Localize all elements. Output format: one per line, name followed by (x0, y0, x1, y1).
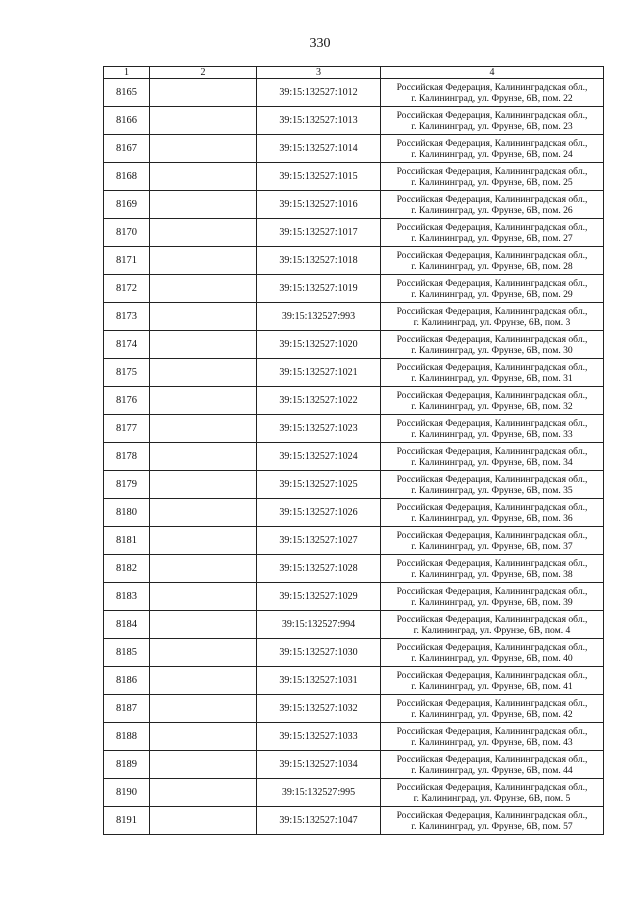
address-cell (381, 219, 604, 247)
cadastral-number: 39:15:132527:1014 (257, 135, 381, 163)
address-cell (381, 779, 604, 807)
row-number: 8165 (104, 79, 150, 107)
address-line-1: Российская Федерация, Калининградская обл., (396, 361, 588, 373)
address-cell (381, 359, 604, 387)
address-line-1: Российская Федерация, Калининградская обл., (396, 585, 588, 597)
address-line-2: г. Калининград, ул. Фрунзе, 6В, пом. 36 (411, 512, 573, 524)
column-header-4: 4 (381, 67, 604, 79)
address-line-2: г. Калининград, ул. Фрунзе, 6В, пом. 44 (411, 764, 573, 776)
address-cell (381, 751, 604, 779)
cadastral-number: 39:15:132527:994 (257, 611, 381, 639)
column-2-cell (150, 695, 257, 723)
column-2-cell (150, 751, 257, 779)
column-2-cell (150, 471, 257, 499)
row-number: 8191 (104, 807, 150, 835)
cadastral-number: 39:15:132527:993 (257, 303, 381, 331)
address-line-1: Российская Федерация, Калининградская обл., (396, 389, 588, 401)
address-cell (381, 79, 604, 107)
column-2-cell (150, 275, 257, 303)
address-line-1: Российская Федерация, Калининградская обл., (396, 221, 588, 233)
cadastral-number: 39:15:132527:1017 (257, 219, 381, 247)
address-cell (381, 471, 604, 499)
row-number: 8178 (104, 443, 150, 471)
cadastral-number: 39:15:132527:1029 (257, 583, 381, 611)
address-line-2: г. Калининград, ул. Фрунзе, 6В, пом. 57 (411, 820, 573, 832)
column-2-cell (150, 247, 257, 275)
cadastral-number: 39:15:132527:1021 (257, 359, 381, 387)
cadastral-number: 39:15:132527:1032 (257, 695, 381, 723)
address-line-1: Российская Федерация, Калининградская обл., (396, 417, 588, 429)
address-cell (381, 807, 604, 835)
table-row (104, 527, 604, 555)
address-cell (381, 583, 604, 611)
address-line-2: г. Калининград, ул. Фрунзе, 6В, пом. 25 (411, 176, 573, 188)
cadastral-number: 39:15:132527:995 (257, 779, 381, 807)
column-2-cell (150, 107, 257, 135)
column-2-cell (150, 79, 257, 107)
row-number: 8189 (104, 751, 150, 779)
column-2-cell (150, 527, 257, 555)
address-line-2: г. Калининград, ул. Фрунзе, 6В, пом. 28 (411, 260, 573, 272)
table-row (104, 443, 604, 471)
table-row (104, 415, 604, 443)
address-line-2: г. Калининград, ул. Фрунзе, 6В, пом. 30 (411, 344, 573, 356)
column-2-cell (150, 807, 257, 835)
row-number: 8185 (104, 639, 150, 667)
address-cell (381, 639, 604, 667)
address-cell (381, 415, 604, 443)
cadastral-number: 39:15:132527:1015 (257, 163, 381, 191)
table-row (104, 79, 604, 107)
address-line-2: г. Калининград, ул. Фрунзе, 6В, пом. 33 (411, 428, 573, 440)
address-line-1: Российская Федерация, Калининградская обл., (396, 473, 588, 485)
table-row (104, 275, 604, 303)
address-line-2: г. Калининград, ул. Фрунзе, 6В, пом. 39 (411, 596, 573, 608)
table-row (104, 807, 604, 835)
address-line-1: Российская Федерация, Калининградская обл., (396, 501, 588, 513)
address-line-2: г. Калининград, ул. Фрунзе, 6В, пом. 29 (411, 288, 573, 300)
column-2-cell (150, 583, 257, 611)
address-line-1: Российская Федерация, Калининградская обл., (396, 613, 588, 625)
row-number: 8183 (104, 583, 150, 611)
table-body (104, 79, 604, 835)
row-number: 8179 (104, 471, 150, 499)
address-line-1: Российская Федерация, Калининградская обл., (396, 193, 588, 205)
address-line-2: г. Калининград, ул. Фрунзе, 6В, пом. 32 (411, 400, 573, 412)
address-line-1: Российская Федерация, Калининградская обл., (396, 781, 588, 793)
cadastral-number: 39:15:132527:1028 (257, 555, 381, 583)
column-2-cell (150, 443, 257, 471)
table-row (104, 639, 604, 667)
address-cell (381, 247, 604, 275)
address-line-2: г. Калининград, ул. Фрунзе, 6В, пом. 40 (411, 652, 573, 664)
address-line-2: г. Калининград, ул. Фрунзе, 6В, пом. 31 (411, 372, 573, 384)
address-line-2: г. Калининград, ул. Фрунзе, 6В, пом. 23 (411, 120, 573, 132)
row-number: 8190 (104, 779, 150, 807)
table-header (104, 67, 604, 79)
address-line-1: Российская Федерация, Калининградская обл., (396, 165, 588, 177)
column-2-cell (150, 555, 257, 583)
row-number: 8169 (104, 191, 150, 219)
table-row (104, 303, 604, 331)
address-line-1: Российская Федерация, Калининградская обл., (396, 333, 588, 345)
address-line-1: Российская Федерация, Калининградская обл., (396, 445, 588, 457)
table-row (104, 583, 604, 611)
table-row (104, 107, 604, 135)
table-row (104, 667, 604, 695)
table-row (104, 499, 604, 527)
address-line-2: г. Калининград, ул. Фрунзе, 6В, пом. 34 (411, 456, 573, 468)
cadastral-number: 39:15:132527:1047 (257, 807, 381, 835)
address-cell (381, 275, 604, 303)
row-number: 8176 (104, 387, 150, 415)
table-row (104, 219, 604, 247)
table-row (104, 331, 604, 359)
column-2-cell (150, 135, 257, 163)
row-number: 8166 (104, 107, 150, 135)
address-line-2: г. Калининград, ул. Фрунзе, 6В, пом. 3 (413, 316, 571, 328)
address-cell (381, 499, 604, 527)
cadastral-number: 39:15:132527:1034 (257, 751, 381, 779)
table-row (104, 247, 604, 275)
row-number: 8188 (104, 723, 150, 751)
column-2-cell (150, 415, 257, 443)
address-cell (381, 303, 604, 331)
table-row (104, 555, 604, 583)
row-number: 8167 (104, 135, 150, 163)
column-2-cell (150, 639, 257, 667)
address-cell (381, 331, 604, 359)
address-line-2: г. Калининград, ул. Фрунзе, 6В, пом. 41 (411, 680, 573, 692)
table-row (104, 163, 604, 191)
row-number: 8174 (104, 331, 150, 359)
row-number: 8184 (104, 611, 150, 639)
column-2-cell (150, 499, 257, 527)
table-row (104, 387, 604, 415)
address-line-1: Российская Федерация, Калининградская обл., (396, 529, 588, 541)
cadastral-number: 39:15:132527:1024 (257, 443, 381, 471)
address-cell (381, 611, 604, 639)
address-line-1: Российская Федерация, Калининградская обл., (396, 277, 588, 289)
cadastral-number: 39:15:132527:1025 (257, 471, 381, 499)
cadastral-number: 39:15:132527:1030 (257, 639, 381, 667)
row-number: 8187 (104, 695, 150, 723)
address-line-1: Российская Федерация, Калининградская обл., (396, 697, 588, 709)
cadastral-number: 39:15:132527:1027 (257, 527, 381, 555)
row-number: 8170 (104, 219, 150, 247)
address-line-2: г. Калининград, ул. Фрунзе, 6В, пом. 43 (411, 736, 573, 748)
address-line-2: г. Калининград, ул. Фрунзе, 6В, пом. 26 (411, 204, 573, 216)
address-line-2: г. Калининград, ул. Фрунзе, 6В, пом. 27 (411, 232, 573, 244)
cadastral-number: 39:15:132527:1012 (257, 79, 381, 107)
page-number: 330 (309, 36, 331, 51)
address-line-1: Российская Федерация, Калининградская обл., (396, 557, 588, 569)
address-line-2: г. Калининград, ул. Фрунзе, 6В, пом. 35 (411, 484, 573, 496)
row-number: 8186 (104, 667, 150, 695)
row-number: 8177 (104, 415, 150, 443)
address-line-1: Российская Федерация, Калининградская обл., (396, 249, 588, 261)
table-row (104, 779, 604, 807)
cadastral-number: 39:15:132527:1013 (257, 107, 381, 135)
address-cell (381, 107, 604, 135)
cadastral-number: 39:15:132527:1023 (257, 415, 381, 443)
column-2-cell (150, 219, 257, 247)
column-2-cell (150, 723, 257, 751)
cadastral-number: 39:15:132527:1020 (257, 331, 381, 359)
cadastral-number: 39:15:132527:1018 (257, 247, 381, 275)
address-line-1: Российская Федерация, Калининградская обл., (396, 641, 588, 653)
address-line-2: г. Калининград, ул. Фрунзе, 6В, пом. 4 (413, 624, 571, 636)
row-number: 8180 (104, 499, 150, 527)
row-number: 8172 (104, 275, 150, 303)
address-line-1: Российская Федерация, Калининградская обл., (396, 669, 588, 681)
address-line-2: г. Калининград, ул. Фрунзе, 6В, пом. 5 (413, 792, 571, 804)
table-row (104, 135, 604, 163)
address-cell (381, 387, 604, 415)
column-header-2: 2 (150, 67, 257, 79)
address-cell (381, 163, 604, 191)
table-row (104, 359, 604, 387)
column-header-1: 1 (104, 67, 150, 79)
address-line-2: г. Калининград, ул. Фрунзе, 6В, пом. 38 (411, 568, 573, 580)
cadastral-number: 39:15:132527:1033 (257, 723, 381, 751)
address-line-2: г. Калининград, ул. Фрунзе, 6В, пом. 42 (411, 708, 573, 720)
address-cell (381, 555, 604, 583)
cadastral-number: 39:15:132527:1031 (257, 667, 381, 695)
address-line-2: г. Калининград, ул. Фрунзе, 6В, пом. 24 (411, 148, 573, 160)
column-2-cell (150, 611, 257, 639)
column-2-cell (150, 191, 257, 219)
address-cell (381, 191, 604, 219)
address-cell (381, 443, 604, 471)
address-cell (381, 135, 604, 163)
cadastral-number: 39:15:132527:1026 (257, 499, 381, 527)
address-line-1: Российская Федерация, Калининградская обл., (396, 809, 588, 821)
row-number: 8168 (104, 163, 150, 191)
table-row (104, 191, 604, 219)
address-line-1: Российская Федерация, Калининградская обл., (396, 109, 588, 121)
column-2-cell (150, 359, 257, 387)
column-2-cell (150, 779, 257, 807)
address-line-1: Российская Федерация, Калининградская обл., (396, 137, 588, 149)
table-row (104, 695, 604, 723)
column-2-cell (150, 667, 257, 695)
table-row (104, 471, 604, 499)
address-line-1: Российская Федерация, Калининградская обл., (396, 305, 588, 317)
column-2-cell (150, 303, 257, 331)
address-line-2: г. Калининград, ул. Фрунзе, 6В, пом. 37 (411, 540, 573, 552)
column-header-3: 3 (257, 67, 381, 79)
row-number: 8171 (104, 247, 150, 275)
address-line-1: Российская Федерация, Калининградская обл., (396, 753, 588, 765)
cadastral-number: 39:15:132527:1016 (257, 191, 381, 219)
row-number: 8181 (104, 527, 150, 555)
address-cell (381, 667, 604, 695)
cadastral-number: 39:15:132527:1019 (257, 275, 381, 303)
table-row (104, 723, 604, 751)
cadastral-number: 39:15:132527:1022 (257, 387, 381, 415)
address-cell (381, 723, 604, 751)
row-number: 8175 (104, 359, 150, 387)
address-cell (381, 527, 604, 555)
row-number: 8173 (104, 303, 150, 331)
address-line-1: Российская Федерация, Калининградская обл., (396, 81, 588, 93)
table-row (104, 611, 604, 639)
address-line-2: г. Калининград, ул. Фрунзе, 6В, пом. 22 (411, 92, 573, 104)
table-row (104, 751, 604, 779)
column-2-cell (150, 331, 257, 359)
address-cell (381, 695, 604, 723)
column-2-cell (150, 163, 257, 191)
column-2-cell (150, 387, 257, 415)
row-number: 8182 (104, 555, 150, 583)
address-line-1: Российская Федерация, Калининградская обл., (396, 725, 588, 737)
registry-table (103, 66, 604, 835)
